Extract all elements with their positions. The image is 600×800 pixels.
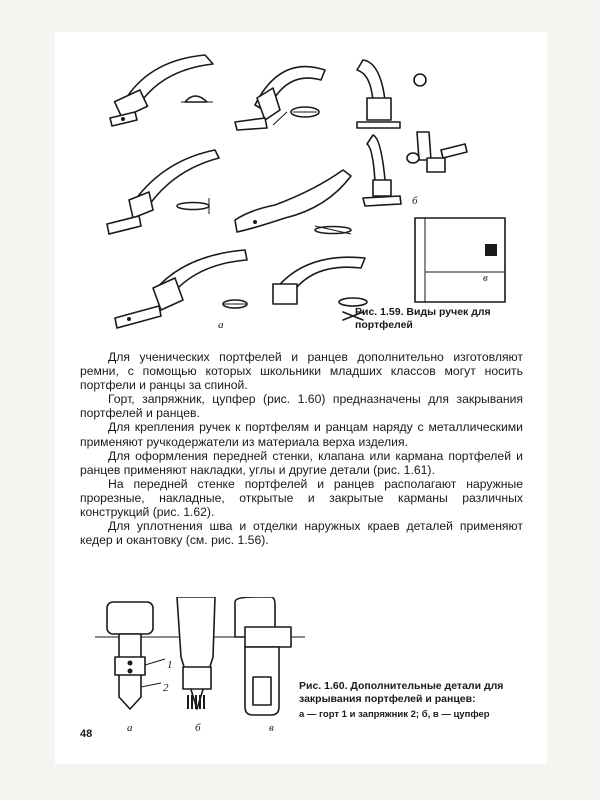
figure-1-59-illustration [95,40,515,340]
paragraph: Для ученических портфелей и ранцев дополнительно изготовляют ремни, с помощью которых школьники младших классов могут носить портфели и ранцы за спиной. [80,350,523,393]
strap-drawing-a [107,602,165,709]
handle-drawing-8 [273,257,367,320]
handle-drawing-5 [235,170,351,234]
figure-1-60-callout-2: 2 [163,682,169,694]
paragraph: Горт, запряжник, цупфер (рис. 1.60) предназначены для закрывания портфелей и ранцев. [80,392,523,421]
handle-drawing-1 [110,55,213,126]
figure-1-59-label-b: б [412,195,418,207]
body-text [80,350,523,547]
figure-1-59-caption: Рис. 1.59. Виды ручек для портфелей [355,306,491,331]
paragraph: Для оформления передней стенки, клапана или кармана портфелей и ранцев применяют накладки, углы и другие детали (рис. 1.61). [80,448,523,477]
figure-1-59-label-a: а [218,319,224,331]
handle-drawing-4 [107,150,219,234]
strap-drawing-b [177,597,215,709]
handle-drawing-6 [415,218,505,302]
paragraph: На передней стенке портфелей и ранцев располагают наружные прорезные, накладные, открытые и закрытые карманы различных конструкций (рис. 1.62). [80,476,523,520]
page-number: 48 [80,728,93,740]
book-page [55,32,547,764]
figure-1-60-label-b: б [195,722,201,734]
strap-drawing-v [235,597,291,715]
handle-drawing-3 [357,60,467,206]
figure-1-60-label-a: а [127,722,133,734]
figure-1-60-label-v: в [269,722,274,734]
figure-1-60-caption: Рис. 1.60. Дополнительные детали для закрывания портфелей и ранцев: [299,680,504,705]
figure-1-60-callout-1: 1 [167,659,173,671]
figure-1-60-caption-detail: а — горт 1 и запряжник 2; б, в — цупфер [299,709,490,720]
paragraph: Для крепления ручек к портфелям и ранцам наряду с металлическими применяют ручкодержатели из материала верха изделия. [80,420,523,449]
handle-drawing-7 [115,250,247,328]
figure-1-60-illustration [95,597,305,717]
paragraph: Для уплотнения шва и отделки наружных краев деталей применяют кедер и окантовку (см. рис. 1.56). [80,519,523,548]
figure-1-59-label-v: в [483,272,488,284]
handle-drawing-2 [235,67,325,130]
